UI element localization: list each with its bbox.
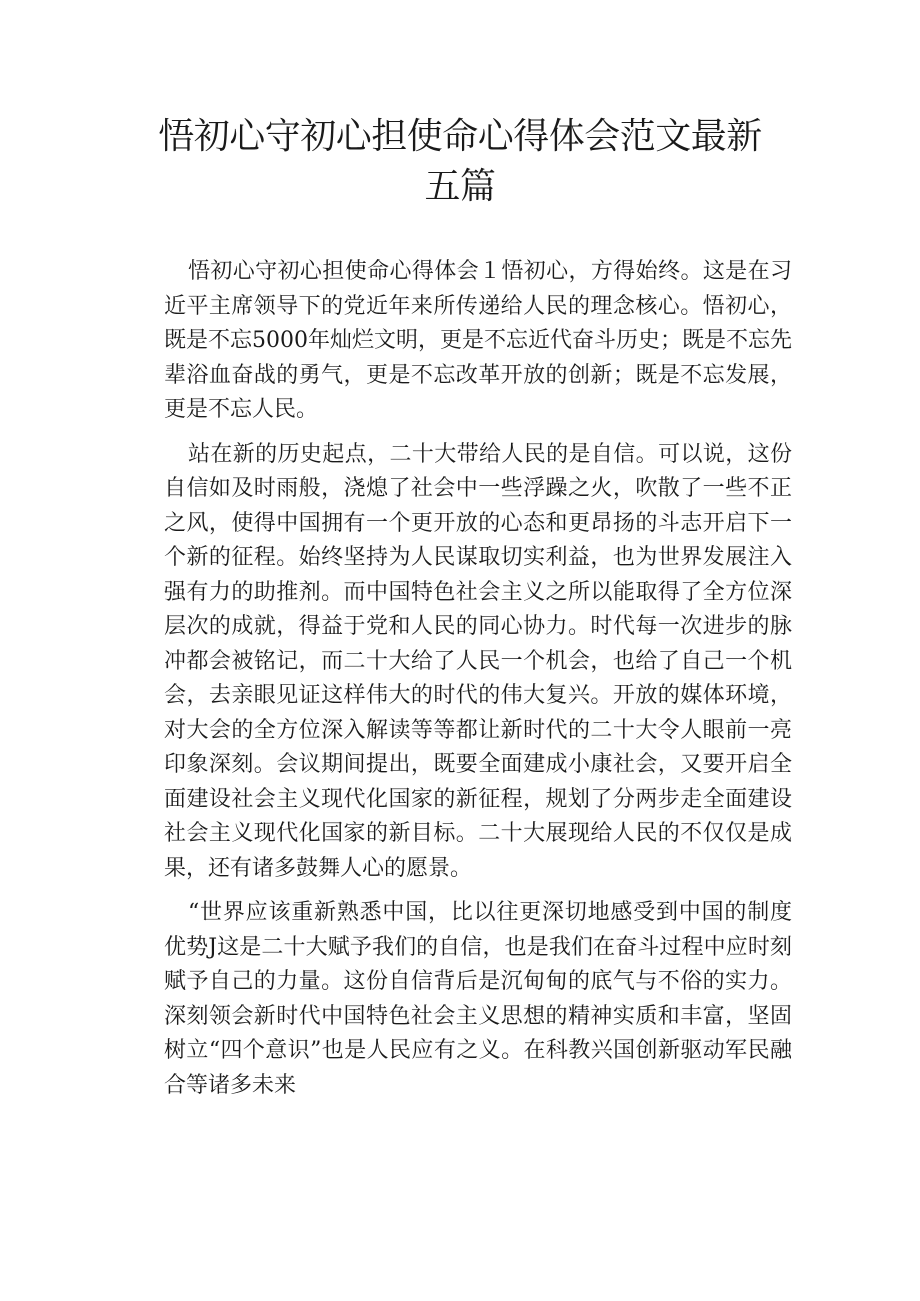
document-body (164, 255, 792, 1113)
paragraph-1: 悟初心守初心担使命心得体会１悟初心，方得始终。这是在习近平主席领导下的党近年来所传递给人民的理念核心。悟初心，既是不忘5000年灿烂文明，更是不忘近代奋斗历史；既是不忘先辈浴血奋战的勇气，更是不忘改革开放的创新；既是不忘发展，更是不忘人民。 (164, 259, 792, 422)
document-title: 悟初心守初心担使命心得体会范文最新五篇 (158, 116, 762, 207)
paragraph-3: “世界应该重新熟悉中国，比以往更深切地感受到中国的制度优势J这是二十大赋予我们的自信，也是我们在奋斗过程中应时刻赋予自己的力量。这份自信背后是沉甸甸的底气与不俗的实力。深刻领会新时代中国特色社会主义思想的精神实质和丰富，坚固树立“四个意识”也是人民应有之义。在科教兴国创新驱动军民融合等诸多未来 (164, 900, 792, 1098)
paragraph-2: 站在新的历史起点，二十大带给人民的是自信。可以说，这份自信如及时雨般，浇熄了社会中一些浮躁之火，吹散了一些不正之风，使得中国拥有一个更开放的心态和更昂扬的斗志开启下一个新的征程。始终坚持为人民谋取切实利益，也为世界发展注入强有力的助推剂。而中国特色社会主义之所以能取得了全方位深层次的成就，得益于党和人民的同心协力。时代每一次进步的脉冲都会被铭记，而二十大给了人民一个机会，也给了自己一个机会，去亲眼见证这样伟大的时代的伟大复兴。开放的媒体环境，对大会的全方位深入解读等等都让新时代的二十大令人眼前一亮印象深刻。会议期间提出，既要全面建成小康社会，又要开启全面建设社会主义现代化国家的新征程，规划了分两步走全面建设社会主义现代化国家的新目标。二十大展现给人民的不仅仅是成果，还有诸多鼓舞人心的愿景。 (164, 441, 792, 881)
